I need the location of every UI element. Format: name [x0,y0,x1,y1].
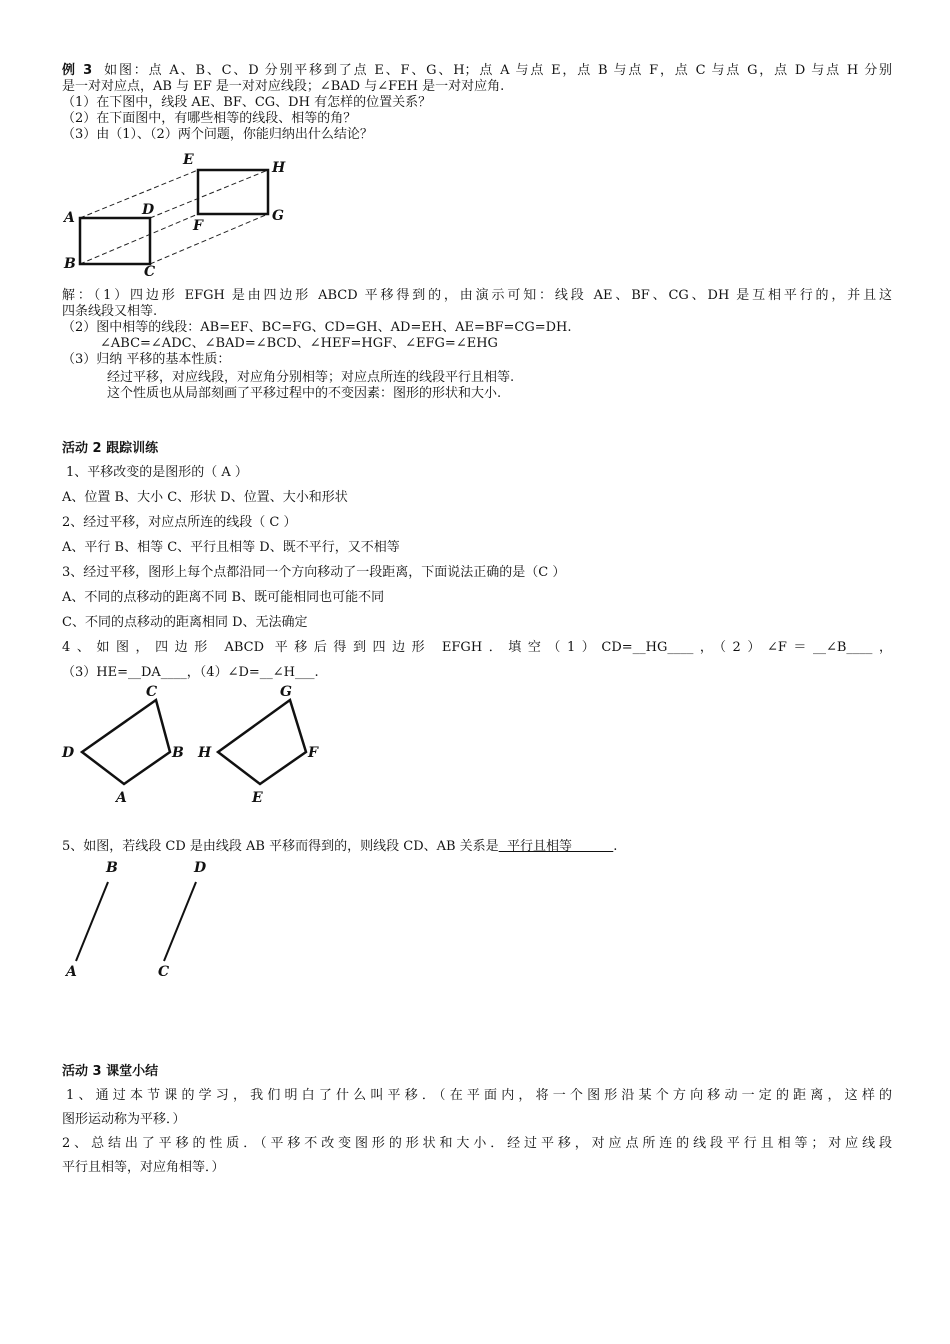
activity2-question-4-line-2: （3）HE=__DA____，（4）∠D=__∠H___. [62,665,319,680]
example-question-2: （2）在下面图中，有哪些相等的线段、相等的角？ [62,111,357,126]
activity2-question-1-options: A、位置 B、大小 C、形状 D、位置、大小和形状 [62,490,348,505]
label-d-left: D [62,745,75,761]
label-h: H [272,160,286,176]
example-question-1: （1）在下图中，线段 AE、BF、CG、DH 有怎样的位置关系？ [62,95,432,110]
example-question-3: （3）由（1）、（2）两个问题，你能归纳出什么结论？ [62,127,373,142]
label-e: E [183,152,194,168]
label-d-seg: D [194,860,207,876]
label-h-right: H [198,745,212,761]
question-5-prompt: 5、如图，若线段 CD 是由线段 AB 平移而得到的，则线段 CD、AB 关系是 [62,839,499,854]
activity3-title: 活动 3 课堂小结 [62,1064,159,1079]
solution-line-3: （2）图中相等的线段：AB=EF、BC=FG、CD=GH、AD=EH、AE=BF=CG=DH. [62,320,572,335]
solution-line-2: 四条线段又相等. [62,304,158,319]
summary-1-line-2: 图形运动称为平移．） [62,1112,186,1127]
label-g-right: G [280,684,292,700]
label-c-seg: C [158,964,170,980]
activity2-question-1: 1、平移改变的是图形的（ A ） [66,465,248,480]
solution-line-6: 经过平移，对应线段，对应角分别相等；对应点所连的线段平行且相等. [107,370,515,385]
label-c-left: C [146,684,158,700]
example-heading: 例 3 [62,63,93,78]
rectangle-abcd [80,218,150,264]
summary-2-line-1: 2、总结出了平移的性质．（平移不改变图形的形状和大小．经过平移，对应点所连的线段平行且相等；对应线段 [62,1136,892,1151]
translation-rectangles-figure [58,148,298,278]
quadrilateral-efgh [218,700,306,784]
solution-line-5: （3）归纳 平移的基本性质： [62,352,231,367]
label-d: D [142,202,155,218]
rectangle-efgh [198,170,268,214]
solution-line-4: ∠ABC=∠ADC、∠BAD=∠BCD、∠HEF=HGF、∠EFG=∠EHG [100,336,498,351]
quadrilaterals-figure [58,680,358,810]
label-e-right: E [252,790,263,806]
segments-figure [58,856,228,986]
activity2-title: 活动 2 跟踪训练 [62,441,159,456]
example-intro-line-2: 是一对对应点，AB 与 EF 是一对对应线段；∠BAD 与∠FEH 是一对对应角. [62,79,505,94]
label-c: C [144,264,156,278]
label-f: F [193,218,203,234]
question-5-period: . [613,839,618,854]
activity2-question-5 [62,839,892,855]
label-b-left: B [172,745,184,761]
quadrilateral-abcd [82,700,170,784]
label-b: B [64,256,76,272]
label-b-seg: B [106,860,118,876]
example-intro-line-1 [62,63,892,79]
label-f-right: F [308,745,318,761]
label-g: G [272,208,284,224]
activity2-question-3-options-cd: C、不同的点移动的距离相同 D、无法确定 [62,615,308,630]
summary-2-line-2: 平行且相等，对应角相等．） [62,1160,225,1175]
label-a: A [64,210,75,226]
summary-1-line-1: 1、通过本节课的学习，我们明白了什么叫平移．（在平面内，将一个图形沿某个方向移动一定的距离，这样的 [66,1088,892,1103]
activity2-question-2: 2、经过平移，对应点所连的线段（ C ） [62,515,297,530]
segment-ab [76,882,108,961]
solution-line-7: 这个性质也从局部刻画了平移过程中的不变因素：图形的形状和大小. [107,386,502,401]
label-a-left: A [116,790,127,806]
segment-cd [164,882,196,961]
label-a-seg: A [66,964,77,980]
solution-line-1: 解：（1）四边形 EFGH 是由四边形 ABCD 平移得到的，由演示可知：线段 AE、BF、CG、DH 是互相平行的，并且这 [62,288,892,303]
example-intro-text: 如图：点 A、B、C、D 分别平移到了点 E、F、G、H；点 A 与点 E，点 B 与点 F，点 C 与点 G，点 D 与点 H 分别 [104,63,893,78]
activity2-question-2-options: A、平行 B、相等 C、平行且相等 D、既不平行，又不相等 [62,540,400,555]
question-5-answer: 平行且相等 [498,839,614,854]
activity2-question-4-line-1: 4、如图，四边形 ABCD 平移后得到四边形 EFGH．填空（1）CD=__HG____，（2）∠F＝__∠B____， [62,640,892,655]
activity2-question-3: 3、经过平移，图形上每个点都沿同一个方向移动了一段距离，下面说法正确的是（C ） [62,565,566,580]
activity2-question-3-options-ab: A、不同的点移动的距离不同 B、既可能相同也可能不同 [62,590,385,605]
